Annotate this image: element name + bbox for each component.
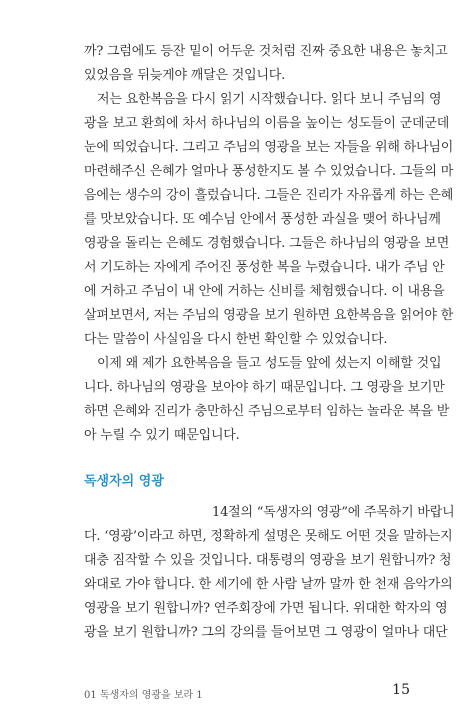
text-line: 이제 왜 제가 요한복음을 들고 성도들 앞에 섰는지 이해할 것입 (97, 356, 442, 371)
running-title: 01 독생자의 영광을 보라 1 (84, 690, 203, 701)
text-line: 다. ‘영광’이라고 하면, 정확하게 설명은 못해도 어떤 것을 말하는지 (84, 529, 453, 544)
page-footer (84, 682, 410, 702)
text-line: 대충 짐작할 수 있을 것입니다. 대통령의 영광을 보기 원합니까? 청 (84, 553, 452, 568)
text-line: 하면 은혜와 진리가 충만하신 주님으로부터 임하는 놀라운 복을 받 (84, 404, 450, 419)
text-line: 광을 보고 환희에 차서 하나님의 이름을 높이는 성도들이 군데군데 (84, 116, 450, 131)
paragraph-1 (84, 40, 448, 88)
text-line: 까? 그럼에도 등잔 밑이 어두운 것처럼 진짜 중요한 내용은 놓치고 (84, 44, 448, 59)
text-line: 를 맛보았습니다. 또 예수님 안에서 풍성한 과실을 맺어 하나님께 (84, 212, 441, 227)
text-line: 있었음을 뒤늦게야 깨달은 것입니다. (84, 68, 286, 83)
text-line: 마련해주신 은혜가 얼마나 풍성한지도 볼 수 있었습니다. 그들의 마 (84, 164, 454, 179)
text-line: 니다. 하나님의 영광을 보아야 하기 때문입니다. 그 영광을 보기만 (84, 380, 445, 395)
text-line: 눈에 띄었습니다. 그리고 주님의 영광을 보는 자들을 위해 하나님이 (84, 140, 454, 155)
text-line: 14절의 “독생자의 영광”에 주목하기 바랍니 (212, 505, 455, 520)
text-line: 와대로 가야 합니다. 한 세기에 한 사람 날까 말까 한 천재 음악가의 (84, 577, 453, 592)
text-line: 음에는 생수의 강이 흘렀습니다. 그들은 진리가 자유롭게 하는 은혜 (84, 188, 454, 203)
text-line: 살펴보면서, 저는 주님의 영광을 보기 원하면 요한복음을 읽어야 한 (84, 308, 454, 323)
text-line: 서 기도하는 자에게 주어진 풍성한 복을 누렸습니다. 내가 주님 안 (84, 260, 445, 275)
page-number: 15 (392, 682, 410, 698)
text-line: 광을 보기 원합니까? 그의 강의를 들어보면 그 영광이 얼마나 대단 (84, 625, 448, 640)
paragraph-4 (84, 501, 455, 645)
page-body (84, 40, 455, 645)
text-line: 영광을 돌리는 은혜도 경험했습니다. 그들은 하나님의 영광을 보면 (84, 236, 450, 251)
text-line: 다는 말씀이 사실임을 다시 한번 확인할 수 있었습니다. (84, 332, 388, 347)
text-line: 아 누릴 수 있기 때문입니다. (84, 428, 240, 443)
paragraph-3 (84, 352, 450, 448)
paragraph-2 (84, 88, 454, 352)
text-line: 영광을 보기 원합니까? 연주회장에 가면 됩니다. 위대한 학자의 영 (84, 601, 448, 616)
text-line: 저는 요한복음을 다시 읽기 시작했습니다. 읽다 보니 주님의 영 (97, 92, 442, 107)
section-heading: 독생자의 영광 (84, 474, 164, 489)
text-line: 에 거하고 주님이 내 안에 거하는 신비를 체험했습니다. 이 내용을 (84, 284, 445, 299)
